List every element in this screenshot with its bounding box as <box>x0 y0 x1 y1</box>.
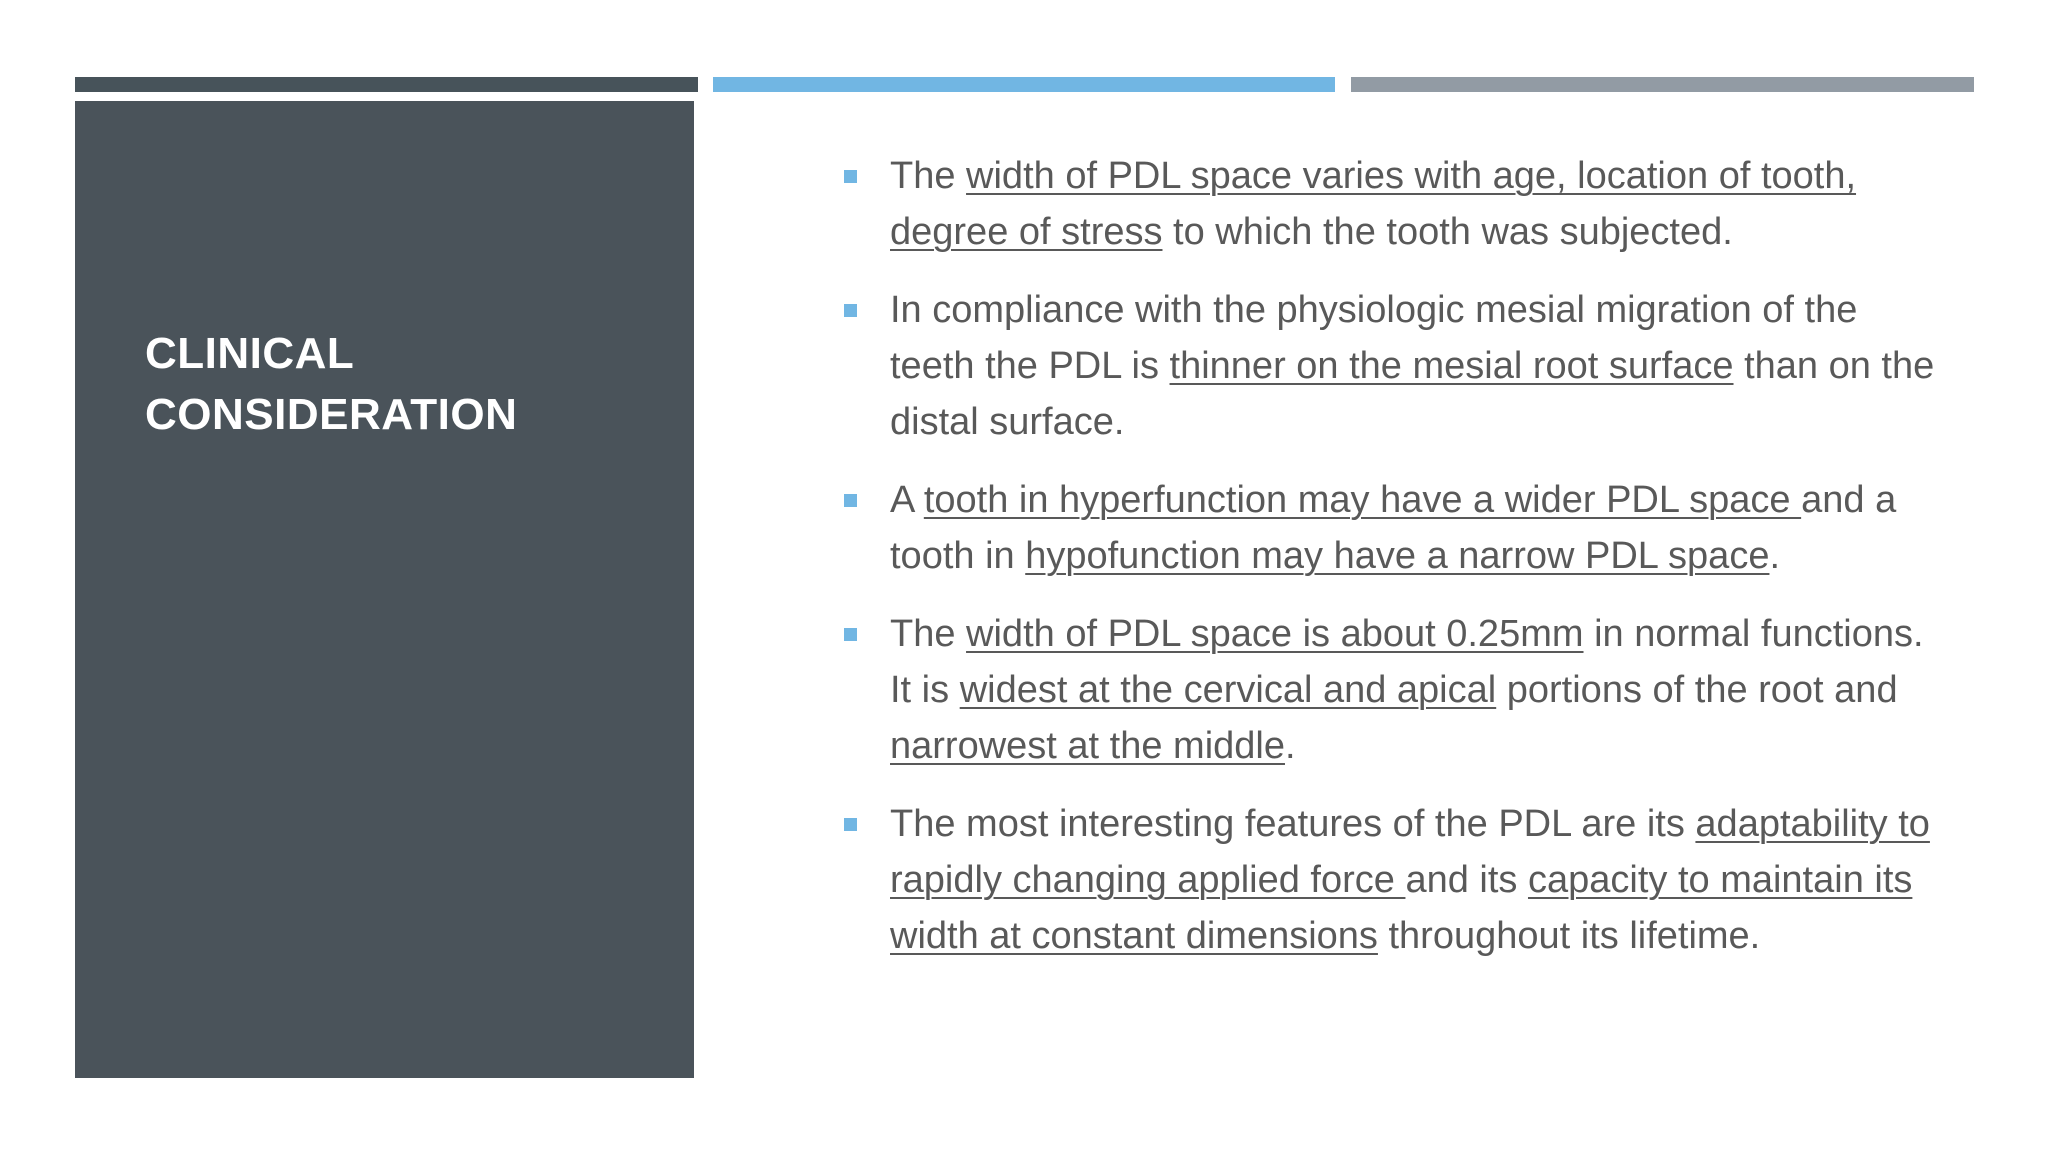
bullet-text: . <box>1284 725 1296 767</box>
bullet-item <box>836 282 1936 450</box>
underlined-text: thinner on the mesial root surface <box>1169 345 1734 387</box>
slide-title: CLINICAL CONSIDERATION <box>145 329 518 439</box>
bullet-text: The <box>890 155 967 197</box>
underlined-text: capacity to maintain its width at constant dimensions <box>890 859 1913 957</box>
bullet-item <box>836 606 1936 774</box>
bullet-text: and a tooth in <box>890 479 1897 577</box>
underlined-text: width of PDL space is about 0.25mm <box>966 613 1584 655</box>
bullet-item <box>836 148 1936 260</box>
square-bullet-icon <box>844 818 857 831</box>
bullet-text: The <box>890 613 967 655</box>
underlined-text: hypofunction may have a narrow PDL space <box>1025 535 1770 577</box>
square-bullet-icon <box>844 170 857 183</box>
bullet-text: The most interesting features of the PDL are its <box>890 803 1696 845</box>
underlined-text: tooth in hyperfunction may have a wider PDL space <box>923 479 1802 521</box>
bullet-text: to which the tooth was subjected. <box>1162 211 1733 253</box>
underlined-text: adaptability to rapidly changing applied force <box>890 803 1930 901</box>
bullet-item <box>836 796 1936 964</box>
underlined-text: widest at the cervical and apical <box>959 669 1497 711</box>
accent-bar-blue <box>713 77 1335 92</box>
bullet-text: than on the distal surface. <box>890 345 1935 443</box>
bullet-text: and its <box>1405 859 1528 901</box>
bullet-list <box>836 148 1936 986</box>
bullet-text: portions of the root and <box>1496 669 1898 711</box>
bullet-text: . <box>1769 535 1781 577</box>
accent-bar-dark <box>75 77 698 92</box>
square-bullet-icon <box>844 494 857 507</box>
title-panel <box>75 101 694 1078</box>
bullet-item <box>836 472 1936 584</box>
accent-bar-gray <box>1351 77 1974 92</box>
underlined-text: narrowest at the middle <box>890 725 1285 767</box>
bullet-text: in normal functions. It is <box>890 613 1924 711</box>
bullet-text: throughout its lifetime. <box>1377 915 1761 957</box>
square-bullet-icon <box>844 304 857 317</box>
bullet-text: In compliance with the physiologic mesial migration of the teeth the PDL is <box>890 289 1858 387</box>
square-bullet-icon <box>844 628 857 641</box>
bullet-text: A <box>890 479 924 521</box>
underlined-text: width of PDL space varies with age, location of tooth, degree of stress <box>890 155 1857 253</box>
